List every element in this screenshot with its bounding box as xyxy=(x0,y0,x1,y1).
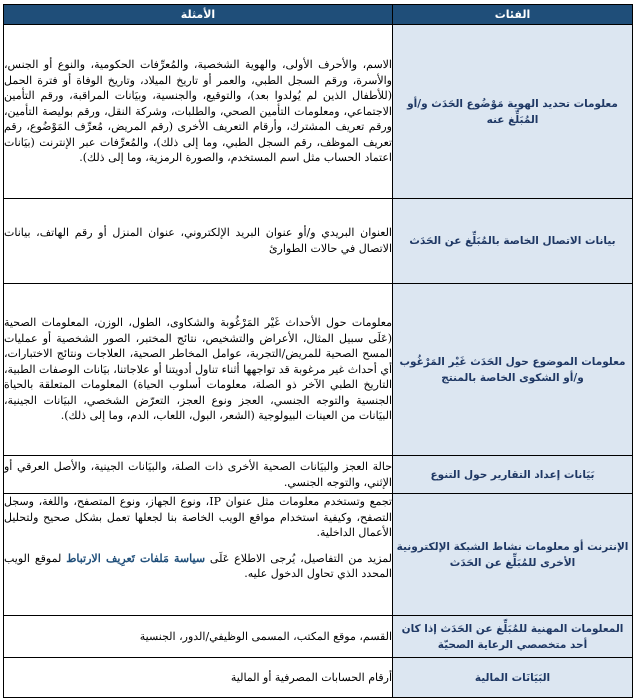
cookie-policy-paragraph xyxy=(4,551,392,582)
category-cell: البَيَانَات المالية xyxy=(393,658,633,698)
example-cell: أرقام الحسابات المصرفية أو المالية xyxy=(4,658,393,698)
cookie-policy-link[interactable]: سياسة مَلفات تَعرِيف الارتباط xyxy=(66,551,206,565)
example-cell: الاسم، والأحرف الأولى، والهوية الشخصية، والمُعرِّفات الحكومية، والنوع أو الجنس، والأسرة، ورقم السجل الطبي، والعمر أو تاريخ الميلاد، وتاريخ الوفاة أو فترة الحمل (للأطفال الذين لم يُولدوا بعد)، والتوقيع، والجنسية، وبيَانات المراقبة، ورقم التأمين الاجتماعي، ومعلومات التأمين الصحي، والطلبات، وشركة النقل، ورقم بوليصة التأمين، ورقم تعريف المشترك، وأرقام التعريف الأخرى (رقم المريض، مُعرِّف المَوْضُوع، رقم تعريف الموظف، رقم السجل الطبي، وما إلى ذلك)، والمُعرِّفات عبر الإنترنت (بيَانات اعتماد الحساب مثل اسم المستخدم، والصورة الرمزية، وما إلى ذلك). xyxy=(4,25,393,199)
example-cell: القسم، موقع المكتب، المسمى الوظيفي/الدور، الجنسية xyxy=(4,616,393,658)
table-row xyxy=(4,456,633,494)
category-cell: بَيَانات إعداد التقارير حول التنوع xyxy=(393,456,633,494)
table-row xyxy=(4,616,633,658)
table-row xyxy=(4,494,633,616)
category-cell: الإنترنت أو معلومات نشاط الشبكة الإلكترونية الأخرى للمُبَلِّغ عن الحَدَث xyxy=(393,494,633,616)
table-row xyxy=(4,658,633,698)
table-row xyxy=(4,284,633,456)
example-paragraph: تجمع وتستخدم معلومات مثل عنوان IP، ونوع الجهاز، ونوع المتصفح، واللغة، وسجل التصفح، وكيفية استخدام مواقع الويب الخاصة بنا لجعلها تعمل بشكل صحيح ولتحليل الأعمال الداخلية. xyxy=(4,495,392,540)
header-categories: الفئات xyxy=(393,5,633,25)
table-row xyxy=(4,25,633,199)
example-cell: العنوان البريدي و/أو عنوان البريد الإلكتروني، عنوان المنزل أو رقم الهاتف، بيانات الاتصال في حالات الطوارئ xyxy=(4,199,393,284)
more-details-suffix: لموقع الويب المحدد الذي تحاول الدخول عليه. xyxy=(4,551,392,581)
example-cell: معلومات حول الأحداث غَيْر المَرْغُوبة والشكاوى، الطول، الوزن، المعلومات الصحية (عَلَى سبيل المثال، الأعراض والتشخيص، نتائج المختبر، الصور الشخصية أو عمليات المسح الصحية للمريض/التجربة، عوامل المخاطر الصحية، العلاجات ونتائج الاختبارات، أي أحداث غير مرغوبة قد تواجهها أثناء تناول أدويتنا أو علاجاتنا، بيَانات الوصفات الطبية، التاريخ الطبي الآخر ذو الصلة، معلومات أسلوب الحياة) المعلومات المتعلقة بالحياة الجنسية والتوجه الجنسي، العجز ونوع العجز، التعرّض الشخصي، البيَانات الجينية، البيَانات من العينات البيولوجية (الشعر، البول، اللعاب، الدم، وما إلى ذلك). xyxy=(4,284,393,456)
category-cell: المعلومات المهنية للمُبَلِّغ عن الحَدَث إذا كان أحد متخصصي الرعاية الصحيّة xyxy=(393,616,633,658)
table-header-row xyxy=(4,5,633,25)
category-cell: معلومات تحديد الهوية مَوْضُوع الحَدَث و/أو المُبَلِّغ عنه xyxy=(393,25,633,199)
example-cell: حالة العجز والبيَانات الصحية الأخرى ذات الصلة، والبيَانات الجينية، والأصل العرقي أو الإثني، والتوجه الجنسي. xyxy=(4,456,393,494)
more-details-text: لمزيد من التفاصيل، يُرجى الاطلاع عَلَى xyxy=(209,551,393,565)
example-cell xyxy=(4,494,393,616)
table-row xyxy=(4,199,633,284)
category-cell: بيانات الاتصال الخاصة بالمُبَلِّغ عن الحَدَث xyxy=(393,199,633,284)
header-examples: الأمثلة xyxy=(4,5,393,25)
data-categories-table xyxy=(3,4,633,698)
category-cell: معلومات الموضوع حول الحَدَث غَيْر المَرْغُوب و/أو الشكوى الخاصة بالمنتج xyxy=(393,284,633,456)
